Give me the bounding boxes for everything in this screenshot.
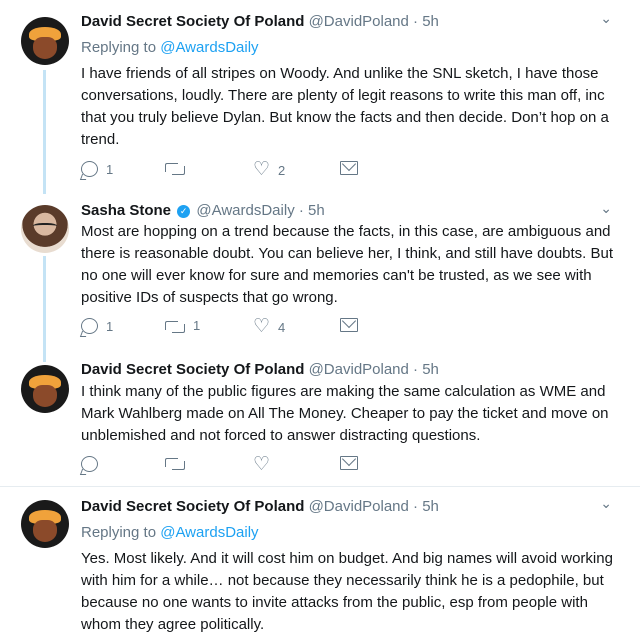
replying-to [81,39,259,56]
dm-button[interactable] [340,456,358,470]
tweet-text: Yes. Most likely. And it will cost him on budget. And big names will avoid working with him for a while… not because they necessarily think he is a pedophile, but because no one wants to invite attacks from the public, esp from people with whom they agree politically. [81,550,613,633]
chevron-down-icon[interactable]: ⌄ [600,495,612,511]
replying-label: Replying to [81,524,157,541]
heart-icon: ♡ [253,159,271,180]
tweet[interactable] [0,190,640,350]
like-button[interactable] [253,161,285,179]
retweet-icon [165,161,185,175]
tweet[interactable] [0,0,640,190]
avatar[interactable] [21,17,69,65]
verified-badge-icon: ✓ [177,205,190,218]
retweet-icon [165,456,185,470]
avatar[interactable] [21,205,69,253]
user-handle[interactable]: @DavidPoland [308,13,409,30]
display-name[interactable]: David Secret Society Of Poland [81,13,305,30]
mention-link[interactable]: @AwardsDaily [160,524,259,541]
like-button[interactable] [253,456,278,474]
dm-button[interactable] [340,318,358,332]
avatar[interactable] [21,500,69,548]
reply-count: 1 [106,161,114,177]
chevron-down-icon[interactable]: ⌄ [600,200,612,216]
heart-icon: ♡ [253,316,271,337]
tweet[interactable] [0,350,640,485]
tweet-text: Most are hopping on a trend because the facts, in this case, are ambiguous and there is reasonable doubt. You can believe her, I think, and still have doubts. But no one will ever know for sure and memories can't be trusted, as we see with positive IDs of suspects that go wrong. [81,223,614,306]
timestamp[interactable]: 5h [308,202,325,219]
reply-button[interactable] [81,456,106,472]
reply-icon [81,161,98,177]
tweet-text: I have friends of all stripes on Woody. And unlike the SNL sketch, I have those conversations, loudly. There are plenty of legit reasons to write this man off, inc that you truly believe Dylan. But know the facts and then decide. Don’t hop on a trend. [81,65,609,148]
envelope-icon [340,318,358,332]
separator-dot: · [298,202,304,219]
timestamp[interactable]: 5h [422,498,439,515]
display-name[interactable]: Sasha Stone [81,202,172,219]
separator-dot: · [413,361,419,378]
retweet-button[interactable] [165,456,193,470]
heart-icon: ♡ [253,454,271,475]
mention-link[interactable]: @AwardsDaily [160,39,259,56]
tweet-text: I think many of the public figures are making the same calculation as WME and Mark Wahlberg made on All The Money. Cheaper to pay the ticket and move on unblemished and not forced to answer distracting questions. [81,383,609,444]
reply-icon [81,318,98,334]
like-count: 4 [278,319,286,335]
reply-button[interactable] [81,161,113,177]
replying-label: Replying to [81,39,157,56]
envelope-icon [340,161,358,175]
replying-to [81,524,259,541]
retweet-count: 1 [193,318,201,333]
retweet-button[interactable] [165,161,193,175]
timestamp[interactable]: 5h [422,361,439,378]
tweet[interactable] [0,487,640,641]
user-handle[interactable]: @DavidPoland [308,361,409,378]
user-handle[interactable]: @DavidPoland [308,498,409,515]
like-count: 2 [278,162,286,178]
reply-button[interactable] [81,318,113,334]
retweet-icon [165,319,185,333]
separator-dot: · [413,498,419,515]
dm-button[interactable] [340,161,358,175]
like-button[interactable] [253,318,285,336]
separator-dot: · [413,13,419,30]
reply-count: 1 [106,318,114,334]
avatar[interactable] [21,365,69,413]
envelope-icon [340,456,358,470]
reply-icon [81,456,98,472]
retweet-button[interactable] [165,318,200,333]
timestamp[interactable]: 5h [422,13,439,30]
user-handle[interactable]: @AwardsDaily [196,202,295,219]
display-name[interactable]: David Secret Society Of Poland [81,498,305,515]
display-name[interactable]: David Secret Society Of Poland [81,361,305,378]
chevron-down-icon[interactable]: ⌄ [600,10,612,26]
